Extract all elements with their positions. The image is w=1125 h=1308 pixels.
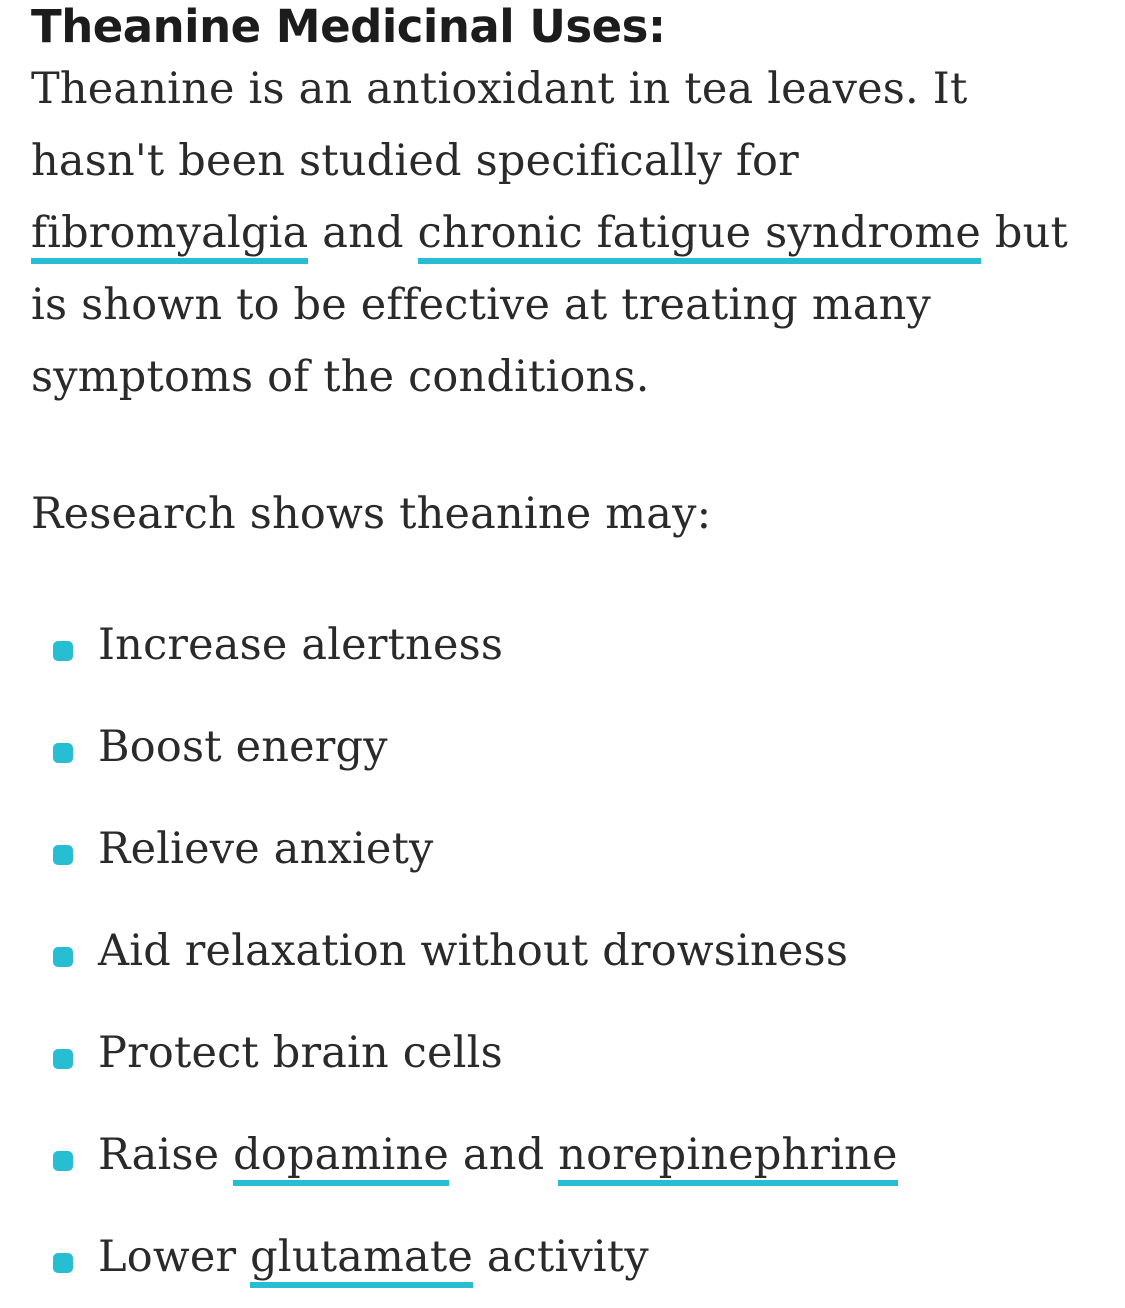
glutamate-link[interactable]: glutamate: [250, 1232, 473, 1288]
benefits-list: [31, 594, 898, 1308]
list-item-text: Relieve anxiety: [98, 824, 434, 874]
chronic-fatigue-syndrome-link[interactable]: chronic fatigue syndrome: [418, 208, 981, 264]
list-item-prefix: Lower: [98, 1232, 237, 1282]
bullet-icon: [53, 1253, 73, 1273]
norepinephrine-link[interactable]: norepinephrine: [558, 1130, 897, 1186]
bullet-icon: [53, 845, 73, 865]
dopamine-link[interactable]: dopamine: [233, 1130, 449, 1186]
bullet-icon: [53, 743, 73, 763]
fibromyalgia-link[interactable]: fibromyalgia: [31, 208, 308, 264]
list-item: [31, 1002, 898, 1104]
list-item-suffix: activity: [486, 1232, 649, 1282]
bullet-icon: [53, 1151, 73, 1171]
article: [31, 0, 1101, 1282]
list-item: [31, 900, 898, 1002]
intro-line-4: is shown to be effective at treating many: [31, 280, 932, 330]
list-item-text: Increase alertness: [98, 620, 504, 670]
list-item: [31, 1104, 898, 1206]
section-heading: Theanine Medicinal Uses:: [31, 0, 666, 53]
list-item-text: Boost energy: [98, 722, 388, 772]
intro-and-text: and: [322, 208, 404, 258]
bullet-icon: [53, 947, 73, 967]
list-item: [31, 1206, 898, 1308]
intro-but-text: but: [994, 208, 1069, 258]
intro-line-2: hasn't been studied specifically for: [31, 136, 799, 186]
bullet-icon: [53, 1049, 73, 1069]
bullet-icon: [53, 641, 73, 661]
list-item: [31, 696, 898, 798]
intro-line-1: Theanine is an antioxidant in tea leaves. It: [31, 64, 968, 114]
list-item-text: Aid relaxation without drowsiness: [98, 926, 849, 976]
list-item-text: Protect brain cells: [98, 1028, 503, 1078]
list-item-and: and: [462, 1130, 545, 1180]
list-item-prefix: Raise: [98, 1130, 220, 1180]
list-item: [31, 594, 898, 696]
intro-paragraph: [31, 53, 1111, 413]
intro-line-5: symptoms of the conditions.: [31, 352, 650, 402]
lead-in-paragraph: Research shows theanine may:: [31, 489, 712, 539]
list-item: [31, 798, 898, 900]
